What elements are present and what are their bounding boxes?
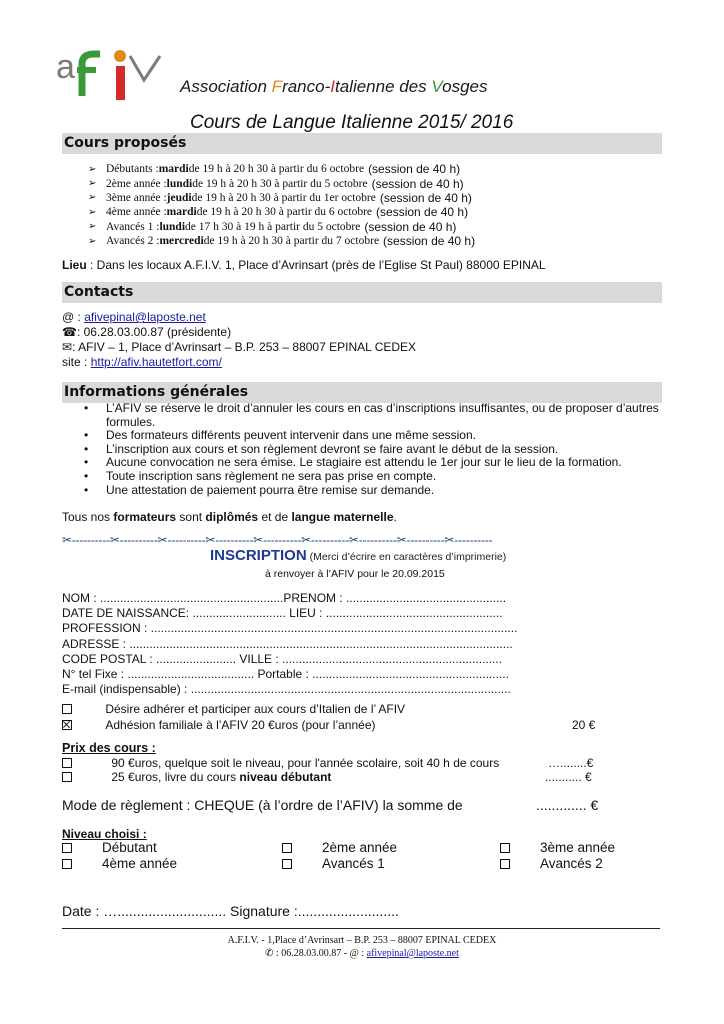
phone-icon: ✆ — [265, 948, 274, 959]
footer-divider — [62, 928, 660, 929]
info-item: • L’inscription aux cours et son règlement devront se faire avant le début de la session. — [84, 441, 559, 456]
section-header-cours: Cours proposés — [62, 133, 662, 154]
info-item: • Aucune convocation ne sera émise. Le stagiaire est attendu le 1er jour sur le lieu de la formation. — [84, 455, 622, 470]
reglement-line: Mode de règlement : CHEQUE (à l’ordre de l’AFIV) la somme de — [62, 797, 463, 813]
info-list — [84, 402, 664, 497]
arrow-bullet-icon: ➢ — [88, 163, 97, 175]
info-item: • Des formateurs différents peuvent intervenir dans une même session. — [84, 428, 476, 443]
arrow-bullet-icon: ➢ — [88, 192, 97, 204]
arrow-bullet-icon: ➢ — [88, 206, 97, 218]
footer-contact: ✆ : 06.28.03.00.87 - @ : afivepinal@laposte.net — [265, 948, 459, 959]
checkbox-avances-1[interactable] — [282, 859, 292, 869]
prix-title: Prix des cours : — [62, 741, 156, 755]
bullet-icon: • — [84, 468, 89, 483]
arrow-bullet-icon: ➢ — [88, 221, 97, 233]
form-field-line[interactable]: DATE DE NAISSANCE: ............................ LIEU : ..................................................... — [62, 606, 503, 621]
formateurs-line: Tous nos formateurs sont diplômés et de langue maternelle. — [62, 510, 397, 524]
course-item: ➢ 3ème année : jeudi de 19 h à 20 h 30 à partir du 1er octobre (session de 40 h) — [88, 190, 472, 205]
registration-fields — [62, 591, 517, 697]
arrow-bullet-icon: ➢ — [88, 235, 97, 247]
footer-address: A.F.I.V. - 1,Place d’Avrinsart – B.P. 253 – 88007 EPINAL CEDEX — [227, 935, 497, 946]
info-item: • Une attestation de paiement pourra être remise sur demande. — [84, 482, 435, 497]
info-item: • L’AFIV se réserve le droit d’annuler les cours en cas d’inscriptions insuffisantes, ou de proposer d’autres formules. — [84, 401, 659, 429]
course-item: ➢ Avancés 2 : mercredi de 19 h à 20 h 30 à partir du 7 octobre (session de 40 h) — [88, 234, 476, 249]
niveau-option-avances2: Avancés 2 — [500, 856, 603, 871]
logo-i-dot — [114, 50, 126, 62]
prix-amount-livre: ........... € — [545, 770, 592, 784]
inscription-heading: INSCRIPTION (Merci d’écrire en caractères d’imprimerie) — [210, 547, 507, 564]
checkbox-avances-2[interactable] — [500, 859, 510, 869]
page-title: Cours de Langue Italienne 2015/ 2016 — [190, 112, 514, 133]
footer-email-link[interactable]: afivepinal@laposte.net — [366, 948, 459, 959]
checkbox-adherer[interactable] — [62, 704, 72, 714]
form-field-line[interactable]: E-mail (indispensable) : ................................................................................................ — [62, 682, 511, 697]
checkbox-debutant[interactable] — [62, 843, 72, 853]
email-link[interactable]: afivepinal@laposte.net — [84, 310, 206, 324]
course-item: ➢ Débutants : mardi de 19 h à 20 h 30 à partir du 6 octobre (session de 40 h) — [88, 162, 461, 177]
prix-item-cours: 90 €uros, quelque soit le niveau, pour l'année scolaire, soit 40 h de cours — [62, 756, 499, 770]
afiv-logo — [56, 44, 168, 100]
checkbox-2eme-annee[interactable] — [282, 843, 292, 853]
contacts-block — [62, 310, 416, 370]
envelope-icon: ✉ — [62, 340, 73, 354]
niveau-option-debutant: Débutant — [62, 840, 157, 855]
date-signature-line: Date : …............................ Signature :.......................... — [62, 903, 399, 919]
course-item: ➢ Avancés 1 : lundi de 17 h 30 à 19 h à partir du 5 octobre (session de 40 h) — [88, 219, 457, 234]
bullet-icon: • — [84, 428, 89, 443]
info-item: • Toute inscription sans règlement ne sera pas prise en compte. — [84, 468, 437, 483]
option-adhesion-familiale: Adhésion familiale à l’AFIV 20 €uros (pour l’année) — [62, 718, 376, 732]
adhesion-price: 20 € — [572, 718, 596, 732]
site-line: site : http://afiv.hautetfort.com/ — [62, 355, 222, 369]
arrow-bullet-icon: ➢ — [88, 178, 97, 190]
option-adhesion-cours: Désire adhérer et participer aux cours d’Italien de l’ AFIV — [62, 702, 405, 716]
logo-letter-f — [82, 54, 100, 96]
checkbox-prix-livre[interactable] — [62, 772, 72, 782]
email-line: @ : afivepinal@laposte.net — [62, 310, 206, 324]
phone-icon: ☎ — [62, 325, 77, 339]
form-field-line[interactable]: PROFESSION : .............................................................................................................. — [62, 621, 518, 636]
section-header-info: Informations générales — [62, 382, 662, 403]
niveau-title: Niveau choisi : — [62, 827, 147, 841]
niveau-option-2eme: 2ème année — [282, 840, 397, 855]
bullet-icon: • — [84, 401, 89, 415]
checkbox-4eme-annee[interactable] — [62, 859, 72, 869]
association-name: Association Franco-Italienne des Vosges — [180, 77, 488, 96]
scissors-cut-line: ✂----------✂----------✂----------✂----------✂----------✂----------✂----------✂----------✂---------- — [62, 533, 493, 547]
form-field-line[interactable]: CODE POSTAL : ........................ VILLE : .................................................................. — [62, 651, 503, 666]
logo-letter-v — [130, 56, 160, 80]
checkbox-prix-cours[interactable] — [62, 758, 72, 768]
checkbox-3eme-annee[interactable] — [500, 843, 510, 853]
return-deadline: à renvoyer à l’AFIV pour le 20.09.2015 — [265, 568, 445, 580]
logo-letter-a: a — [56, 48, 75, 86]
course-item: ➢ 2ème année : lundi de 19 h à 20 h 30 à partir du 5 octobre (session de 40 h) — [88, 176, 464, 191]
bullet-icon: • — [84, 482, 89, 497]
reglement-amount: ............. € — [536, 797, 599, 813]
website-link[interactable]: http://afiv.hautetfort.com/ — [90, 355, 222, 369]
bullet-icon: • — [84, 455, 89, 470]
bullet-icon: • — [84, 441, 89, 456]
prix-amount-cours: …........€ — [548, 756, 594, 770]
lieu-line: Lieu : Dans les locaux A.F.I.V. 1, Place d’Avrinsart (près de l’Eglise St Paul) 88000 EPINAL — [62, 258, 546, 272]
niveau-option-avances1: Avancés 1 — [282, 856, 385, 871]
checkbox-adhesion-familiale[interactable] — [62, 720, 72, 730]
form-field-line[interactable]: NOM : .......................................................PRENOM : ................................................ — [62, 591, 507, 605]
course-item: ➢ 4ème année : mardi de 19 h à 20 h 30 à partir du 6 octobre (session de 40 h) — [88, 205, 469, 220]
niveau-option-3eme: 3ème année — [500, 840, 615, 855]
prix-item-livre: 25 €uros, livre du cours niveau débutant — [62, 770, 331, 784]
niveau-option-4eme: 4ème année — [62, 856, 177, 871]
section-header-contacts: Contacts — [62, 282, 662, 303]
course-list — [88, 162, 475, 248]
address-line: ✉: AFIV – 1, Place d’Avrinsart – B.P. 253 – 88007 EPINAL CEDEX — [62, 340, 417, 354]
logo-letter-i — [116, 66, 125, 100]
form-field-line[interactable]: ADRESSE : ................................................................................................................... — [62, 636, 513, 651]
form-field-line[interactable]: N° tel Fixe : ...................................... Portable : ........................................................... — [62, 667, 509, 682]
phone-line: ☎: 06.28.03.00.87 (présidente) — [62, 325, 232, 339]
